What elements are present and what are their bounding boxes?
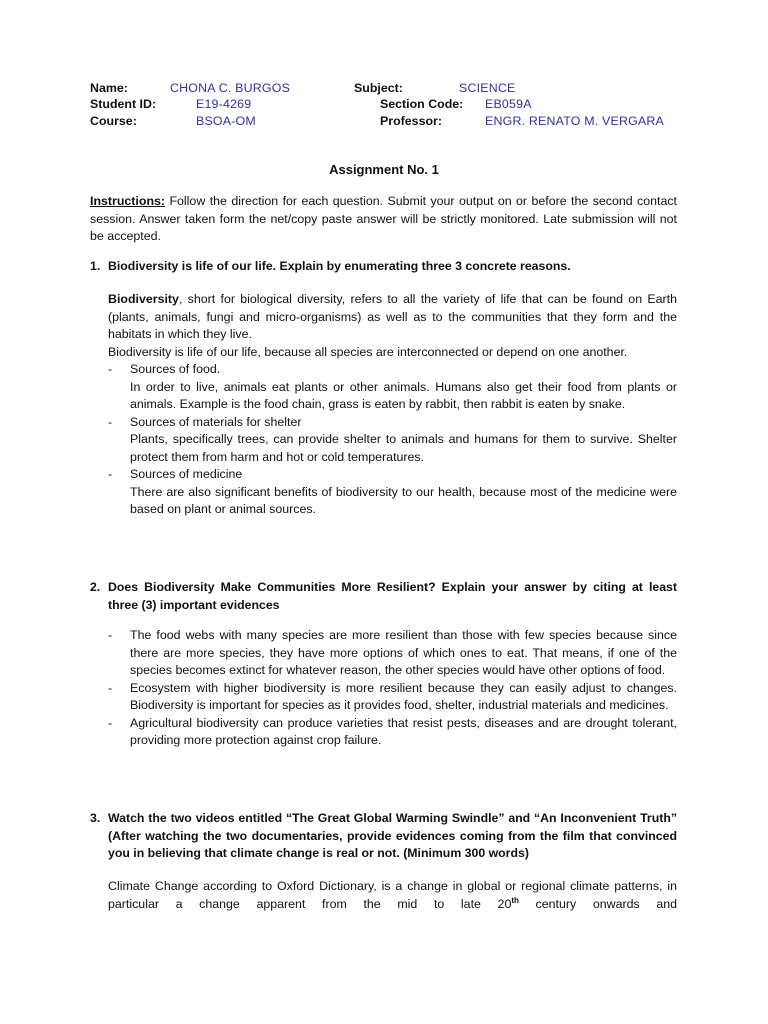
- subject-row: [354, 80, 403, 97]
- professor-value: ENGR. RENATO M. VERGARA: [485, 114, 665, 128]
- question-3: [90, 810, 677, 863]
- answer-2: [108, 627, 677, 750]
- bullet-dash: -: [108, 628, 113, 642]
- instructions-label: Instructions:: [90, 194, 166, 208]
- bullet-dash: -: [108, 715, 113, 730]
- bullet-dash: -: [108, 362, 113, 376]
- subject-value: SCIENCE: [459, 81, 516, 95]
- list-item-text: Ecosystem with higher biodiversity is more resilient because they can easily adjust to changes. Biodiversity is important for species as it provides food, shelter, industrial materials and medicines.: [130, 680, 677, 712]
- list-item: [108, 414, 677, 467]
- list-item: [108, 466, 677, 519]
- list-item: [108, 715, 677, 750]
- answer-1-intro: [108, 291, 677, 344]
- list-item-text: Plants, specifically trees, can provide shelter to animals and humans for them to survive. Shelter protect them from harm and hot or cold temperatures.: [130, 432, 677, 464]
- list-item-text: There are also significant benefits of biodiversity to our health, because most of the medicine were based on plant or animal sources.: [130, 484, 677, 516]
- question-1-text: Biodiversity is life of our life. Explain by enumerating three 3 concrete reasons.: [108, 259, 571, 273]
- subject-label: Subject:: [354, 81, 403, 95]
- list-item-text: The food webs with many species are more resilient than those with few species because since there are more species, they have more options of which ones to eat. That means, if one of the species becomes extinct for whatever reason, the other species would have other options of food.: [130, 628, 677, 677]
- list-item-title: Sources of materials for shelter: [130, 414, 302, 429]
- student-id-row: [90, 96, 156, 113]
- answer-3-superscript: th: [511, 895, 519, 905]
- student-id-label: Student ID:: [90, 97, 157, 111]
- question-1: [90, 258, 677, 276]
- answer-3-text: Climate Change according to Oxford Dictionary, is a change in global or regional climate patterns, in particular a change apparent from the mid to late 20: [108, 879, 677, 911]
- bullet-dash: -: [108, 414, 113, 429]
- answer-3-text-end: century onwards and: [518, 896, 677, 911]
- bullet-dash: -: [108, 467, 113, 481]
- list-item-text: In order to live, animals eat plants or other animals. Humans also get their food from plants or animals. Example is the food chain, grass is eaten by rabbit, then rabbit is eaten by snake.: [130, 379, 677, 411]
- bullet-dash: -: [108, 680, 113, 695]
- course-value: BSOA-OM: [196, 114, 256, 128]
- name-label: Name:: [90, 81, 128, 95]
- list-item-title: Sources of food.: [130, 362, 221, 376]
- question-2: [90, 579, 677, 614]
- list-item-title: Sources of medicine: [130, 467, 243, 481]
- section-code-label: Section Code:: [380, 97, 464, 111]
- professor-label: Professor:: [380, 114, 442, 128]
- student-id-value: E19-4269: [196, 97, 252, 111]
- list-item: [108, 680, 677, 715]
- name-row: [90, 80, 128, 97]
- question-3-number: 3.: [90, 811, 101, 825]
- section-code-value: EB059A: [485, 97, 532, 111]
- answer-1: [108, 291, 677, 519]
- list-item: [108, 627, 677, 680]
- course-label: Course:: [90, 114, 137, 128]
- section-row: [380, 96, 463, 113]
- instructions-paragraph: [90, 193, 677, 246]
- question-1-number: 1.: [90, 259, 101, 273]
- course-value-wrap: [196, 113, 256, 130]
- subject-value-wrap: [459, 80, 515, 97]
- question-2-text: Does Biodiversity Make Communities More Resilient? Explain your answer by citing at least three (3) important evidences: [108, 580, 677, 612]
- biodiversity-term: Biodiversity: [108, 292, 179, 306]
- question-2-number: 2.: [90, 580, 101, 594]
- professor-value-wrap: [485, 113, 664, 130]
- answer-1-intro-2: Biodiversity is life of our life, because all species are interconnected or depend on one another.: [108, 344, 628, 359]
- question-3-text: Watch the two videos entitled “The Great Global Warming Swindle” and “An Inconvenient Truth” (After watching the two documentaries, provide evidences coming from the film that convinced you in believing that climate change is real or not. (Minimum 300 words): [108, 811, 677, 860]
- list-item-text: Agricultural biodiversity can produce varieties that resist pests, diseases and are drought tolerant, providing more protection against crop failure.: [130, 715, 677, 747]
- student-id-value-wrap: [196, 96, 251, 113]
- list-item: [108, 361, 677, 414]
- answer-1-intro-rest: , short for biological diversity, refers to all the variety of life that can be found on Earth (plants, animals, fungi and micro-organisms) as well as to the communities that they form and the habitats in which they live.: [108, 292, 677, 341]
- instructions-text: Follow the direction for each question. Submit your output on or before the second contact session. Answer taken form the net/copy paste answer will be strictly monitored. Late submission will not be accepted.: [90, 194, 677, 243]
- answer-3: [108, 878, 677, 913]
- assignment-title: Assignment No. 1: [329, 162, 439, 177]
- name-value-wrap: [170, 80, 290, 97]
- professor-row: [380, 113, 442, 130]
- section-value-wrap: [485, 96, 532, 113]
- name-value: CHONA C. BURGOS: [170, 81, 291, 95]
- course-row: [90, 113, 137, 130]
